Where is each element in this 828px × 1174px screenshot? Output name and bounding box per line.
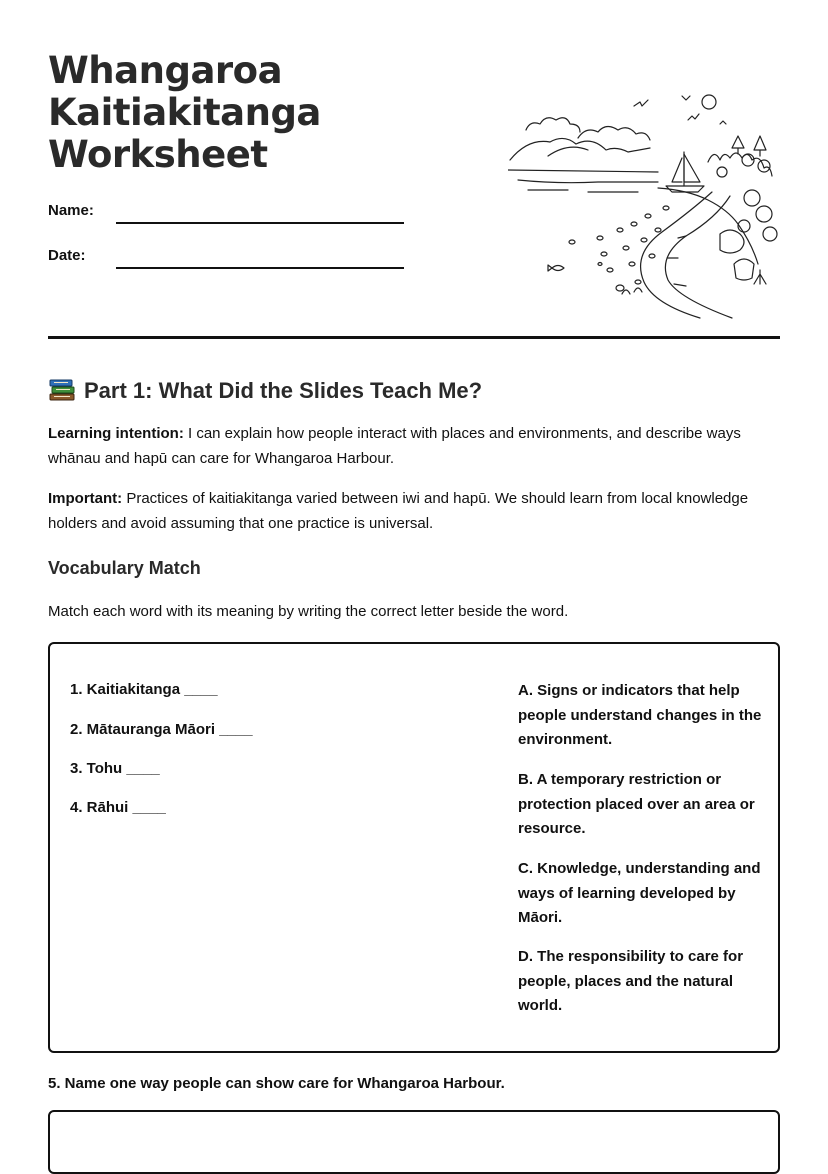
title-line-3: Worksheet [48, 133, 268, 176]
section-divider [48, 336, 780, 339]
date-field[interactable] [116, 267, 404, 269]
name-field[interactable] [116, 222, 404, 224]
part1-heading [48, 376, 482, 405]
meaning-d: D. The responsibility to care for people, places and the natural world. [518, 948, 744, 1014]
meaning-a: A. Signs or indicators that help people understand changes in the environment. [518, 682, 762, 748]
vocab-word-2[interactable]: 2. Mātauranga Māori ____ [70, 721, 253, 738]
meaning-b: B. A temporary restriction or protection placed over an area or resource. [518, 771, 755, 837]
question-5-answer-box[interactable] [48, 1110, 780, 1174]
important-text: Practices of kaitiakitanga varied between iwi and hapū. We should learn from local knowledge holders and avoid assuming that one practice is universal. [48, 490, 749, 532]
date-label: Date: [48, 247, 86, 264]
vocabulary-match-box [48, 642, 780, 1053]
books-icon [48, 376, 76, 402]
title-line-2: Kaitiakitanga [48, 91, 321, 134]
meaning-c: C. Knowledge, understanding and ways of learning developed by Māori. [518, 860, 761, 926]
learning-intention-text: I can explain how people interact with places and environments, and describe ways whānau and hapū can care for Whangaroa Harbour. [48, 425, 741, 467]
vocab-word-1[interactable]: 1. Kaitiakitanga ____ [70, 681, 218, 698]
title-line-1: Whangaroa [48, 49, 283, 92]
worksheet-title [48, 50, 368, 176]
vocabulary-heading: Vocabulary Match [48, 558, 201, 578]
vocab-word-4[interactable]: 4. Rāhui ____ [70, 799, 166, 816]
harbour-landscape-illustration [508, 88, 780, 320]
question-5: 5. Name one way people can show care for Whangaroa Harbour. [48, 1075, 505, 1092]
vocab-word-3[interactable]: 3. Tohu ____ [70, 760, 160, 777]
learning-intention-label: Learning intention: [48, 425, 184, 442]
vocabulary-instructions: Match each word with its meaning by writing the correct letter beside the word. [48, 603, 569, 620]
name-label: Name: [48, 202, 94, 219]
learning-intention [48, 422, 778, 471]
important-label: Important: [48, 490, 123, 507]
part1-heading-text: Part 1: What Did the Slides Teach Me? [84, 378, 483, 403]
important-note [48, 487, 778, 536]
